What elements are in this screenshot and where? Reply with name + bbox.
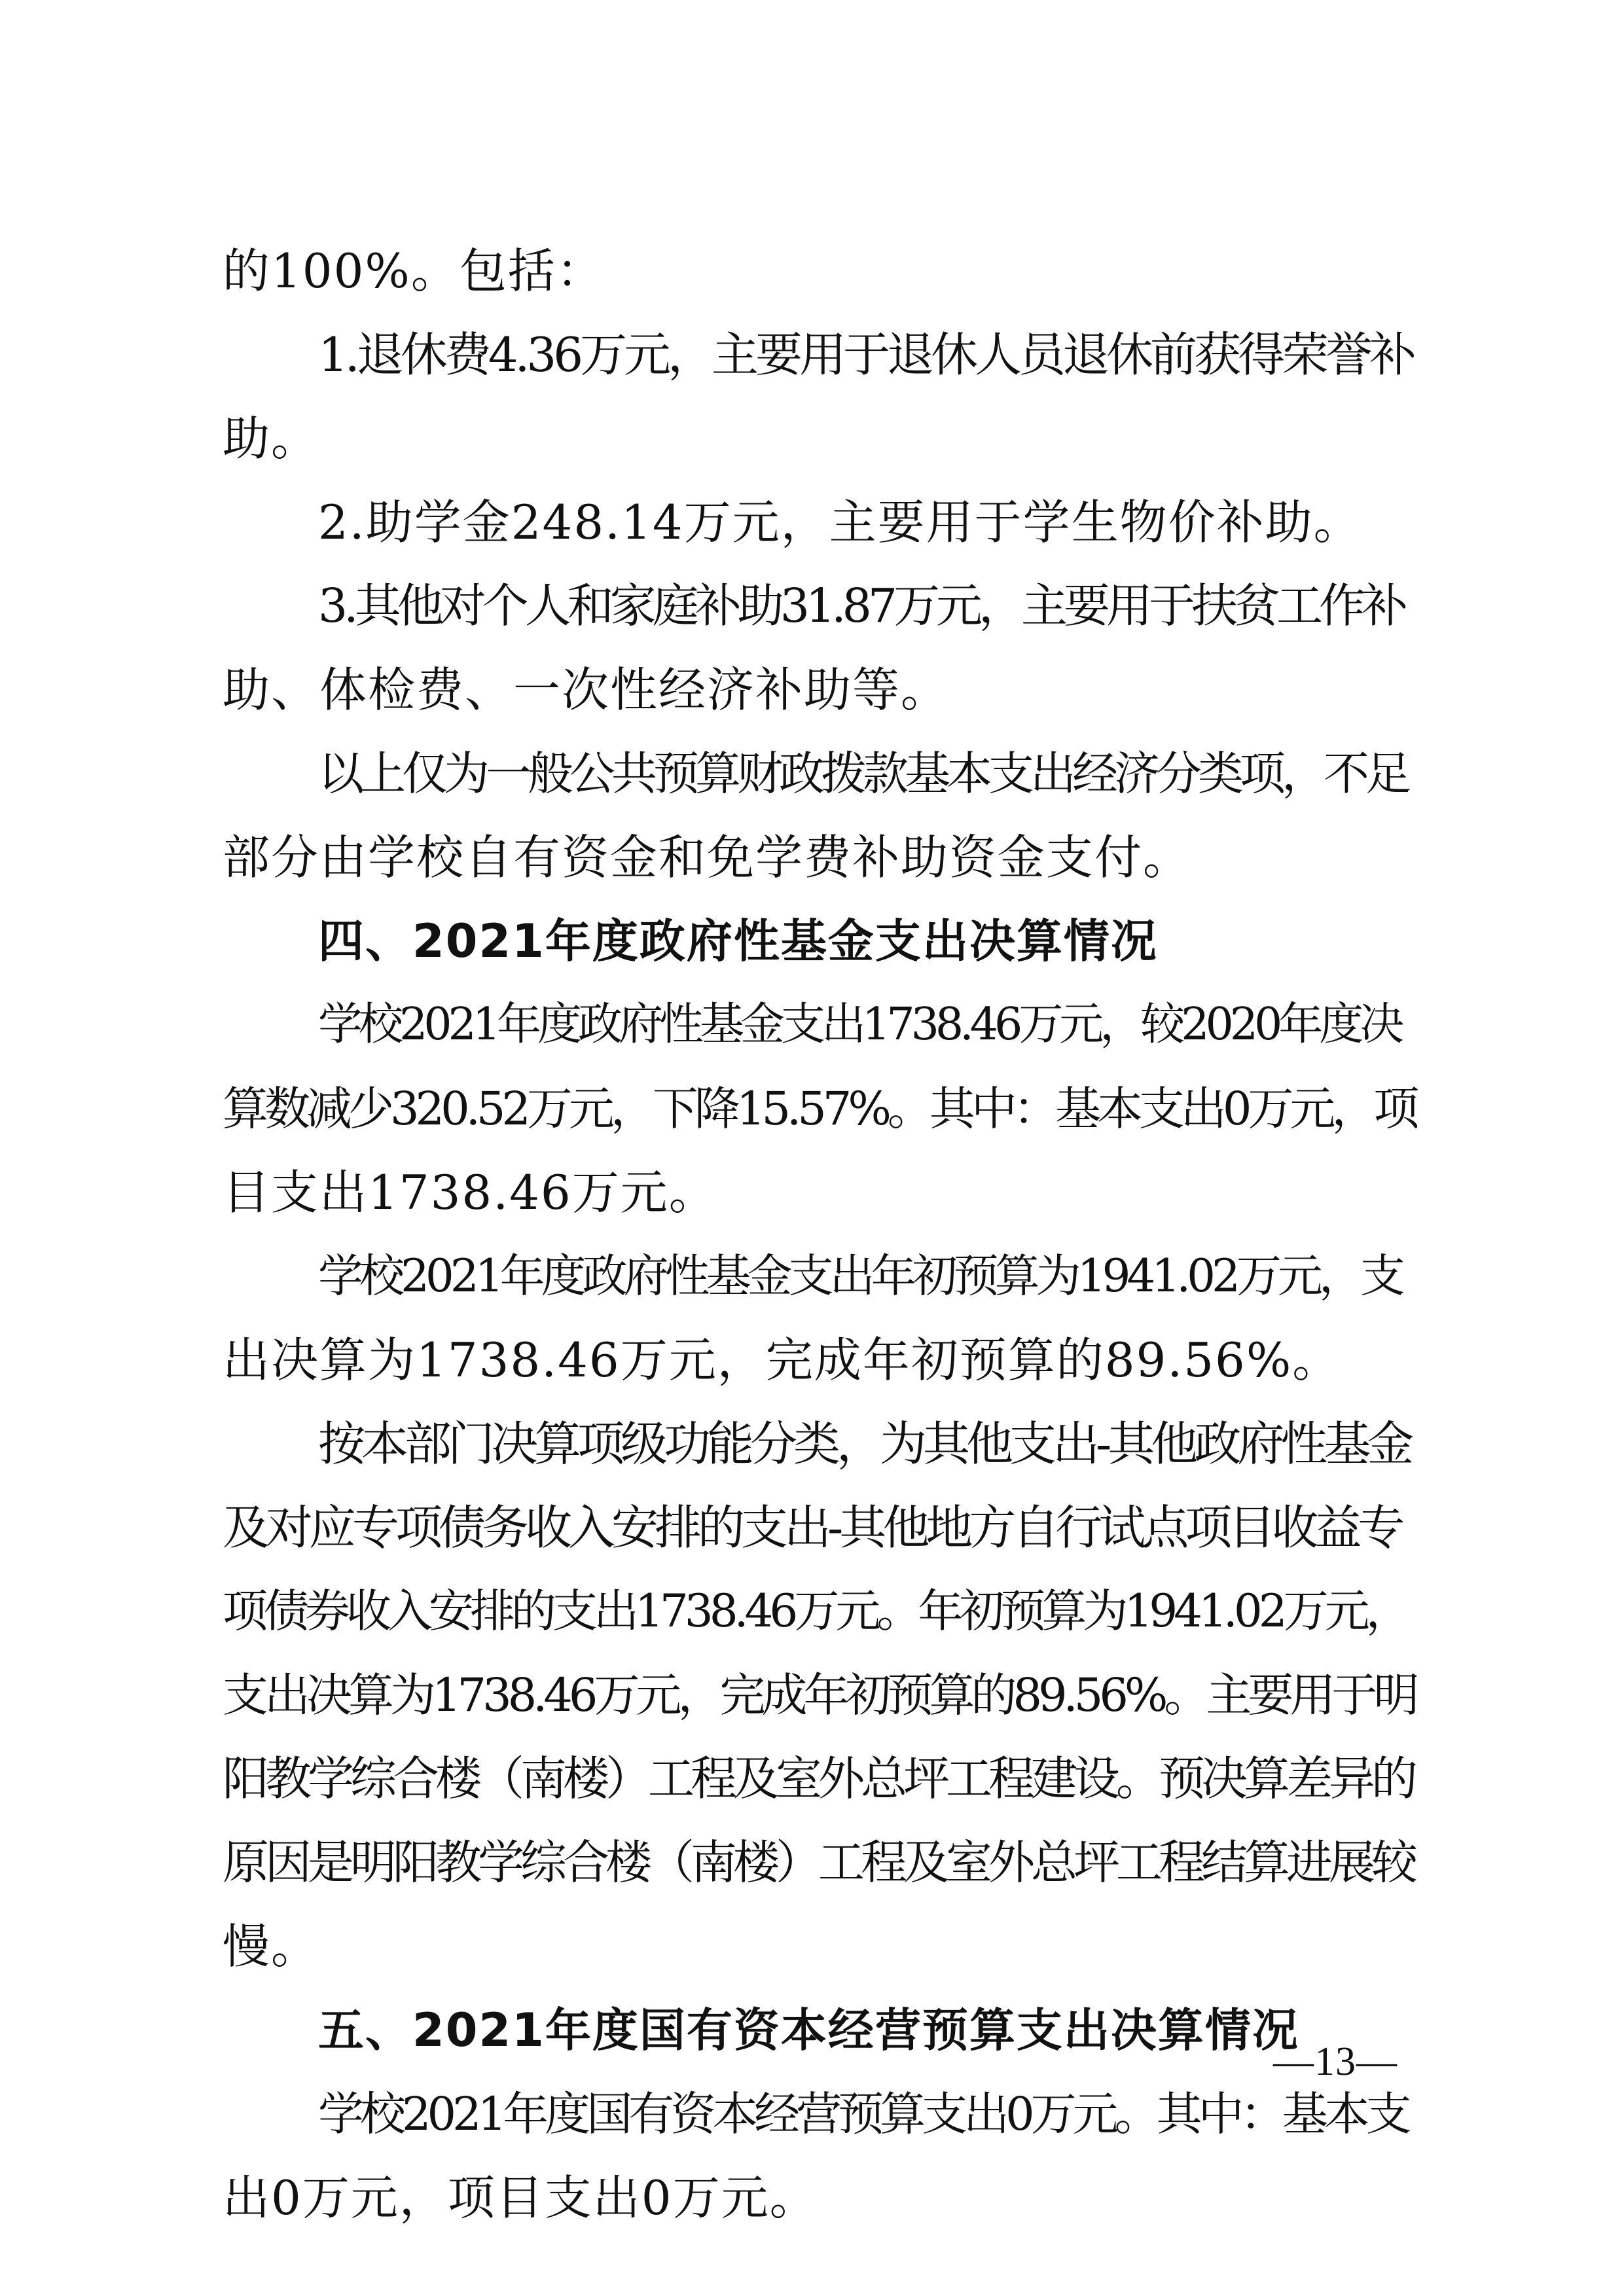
paragraph-line: 学校2021年度国有资本经营预算支出0万元。其中：基本支 [318, 2087, 1408, 2141]
paragraph-line: 慢。 [223, 1919, 320, 1974]
section-heading: 五、2021年度国有资本经营预算支出决算情况 [318, 2003, 1299, 2057]
page-number: —13— [1273, 2039, 1398, 2084]
paragraph-line: 学校2021年度政府性基金支出1738.46万元，较2020年度决 [318, 999, 1401, 1050]
paragraph-line: 按本部门决算项级功能分类，为其他支出-其他政府性基金 [318, 1416, 1411, 1471]
paragraph-line: 部分由学校自有资金和免学费补助资金支付。 [223, 830, 1192, 885]
paragraph-line: 阳教学综合楼（南楼）工程及室外总坪工程建设。预决算差异的 [223, 1751, 1415, 1806]
paragraph-line: 1.退休费4.36万元，主要用于退休人员退休前获得荣誉补 [318, 327, 1414, 382]
paragraph-line: 助、体检费、一次性经济补助等。 [223, 662, 950, 717]
document-body [223, 229, 1415, 2240]
paragraph-line: 的100%。包括： [223, 243, 605, 298]
paragraph-line: 算数减少320.52万元，下降15.57%。其中：基本支出0万元，项 [223, 1082, 1416, 1136]
paragraph-line: 支出决算为1738.46万元，完成年初预算的89.56%。主要用于明 [223, 1668, 1416, 1722]
paragraph-line: 3.其他对个人和家庭补助31.87万元，主要用于扶贫工作补 [318, 579, 1405, 633]
paragraph-line: 项债券收入安排的支出1738.46万元。年初预算为1941.02万元， [223, 1585, 1407, 1638]
paragraph-line: 出决算为1738.46万元，完成年初预算的89.56%。 [223, 1333, 1341, 1388]
paragraph-line: 原因是明阳教学综合楼（南楼）工程及室外总坪工程结算进展较 [223, 1835, 1415, 1890]
paragraph-line: 出0万元，项目支出0万元。 [223, 2170, 818, 2225]
paragraph-line: 目支出1738.46万元。 [223, 1165, 717, 1220]
paragraph-line: 以上仅为一般公共预算财政拨款基本支出经济分类项，不足 [318, 747, 1407, 800]
paragraph-line: 及对应专项债务收入安排的支出-其他地方自行试点项目收益专 [223, 1500, 1401, 1555]
section-heading: 四、2021年度政府性基金支出决算情况 [318, 914, 1158, 968]
paragraph-line: 学校2021年度政府性基金支出年初预算为1941.02万元，支 [318, 1250, 1401, 1302]
paragraph-line: 2.助学金248.14万元，主要用于学生物价补助。 [318, 495, 1362, 550]
paragraph-line: 助。 [223, 411, 320, 466]
